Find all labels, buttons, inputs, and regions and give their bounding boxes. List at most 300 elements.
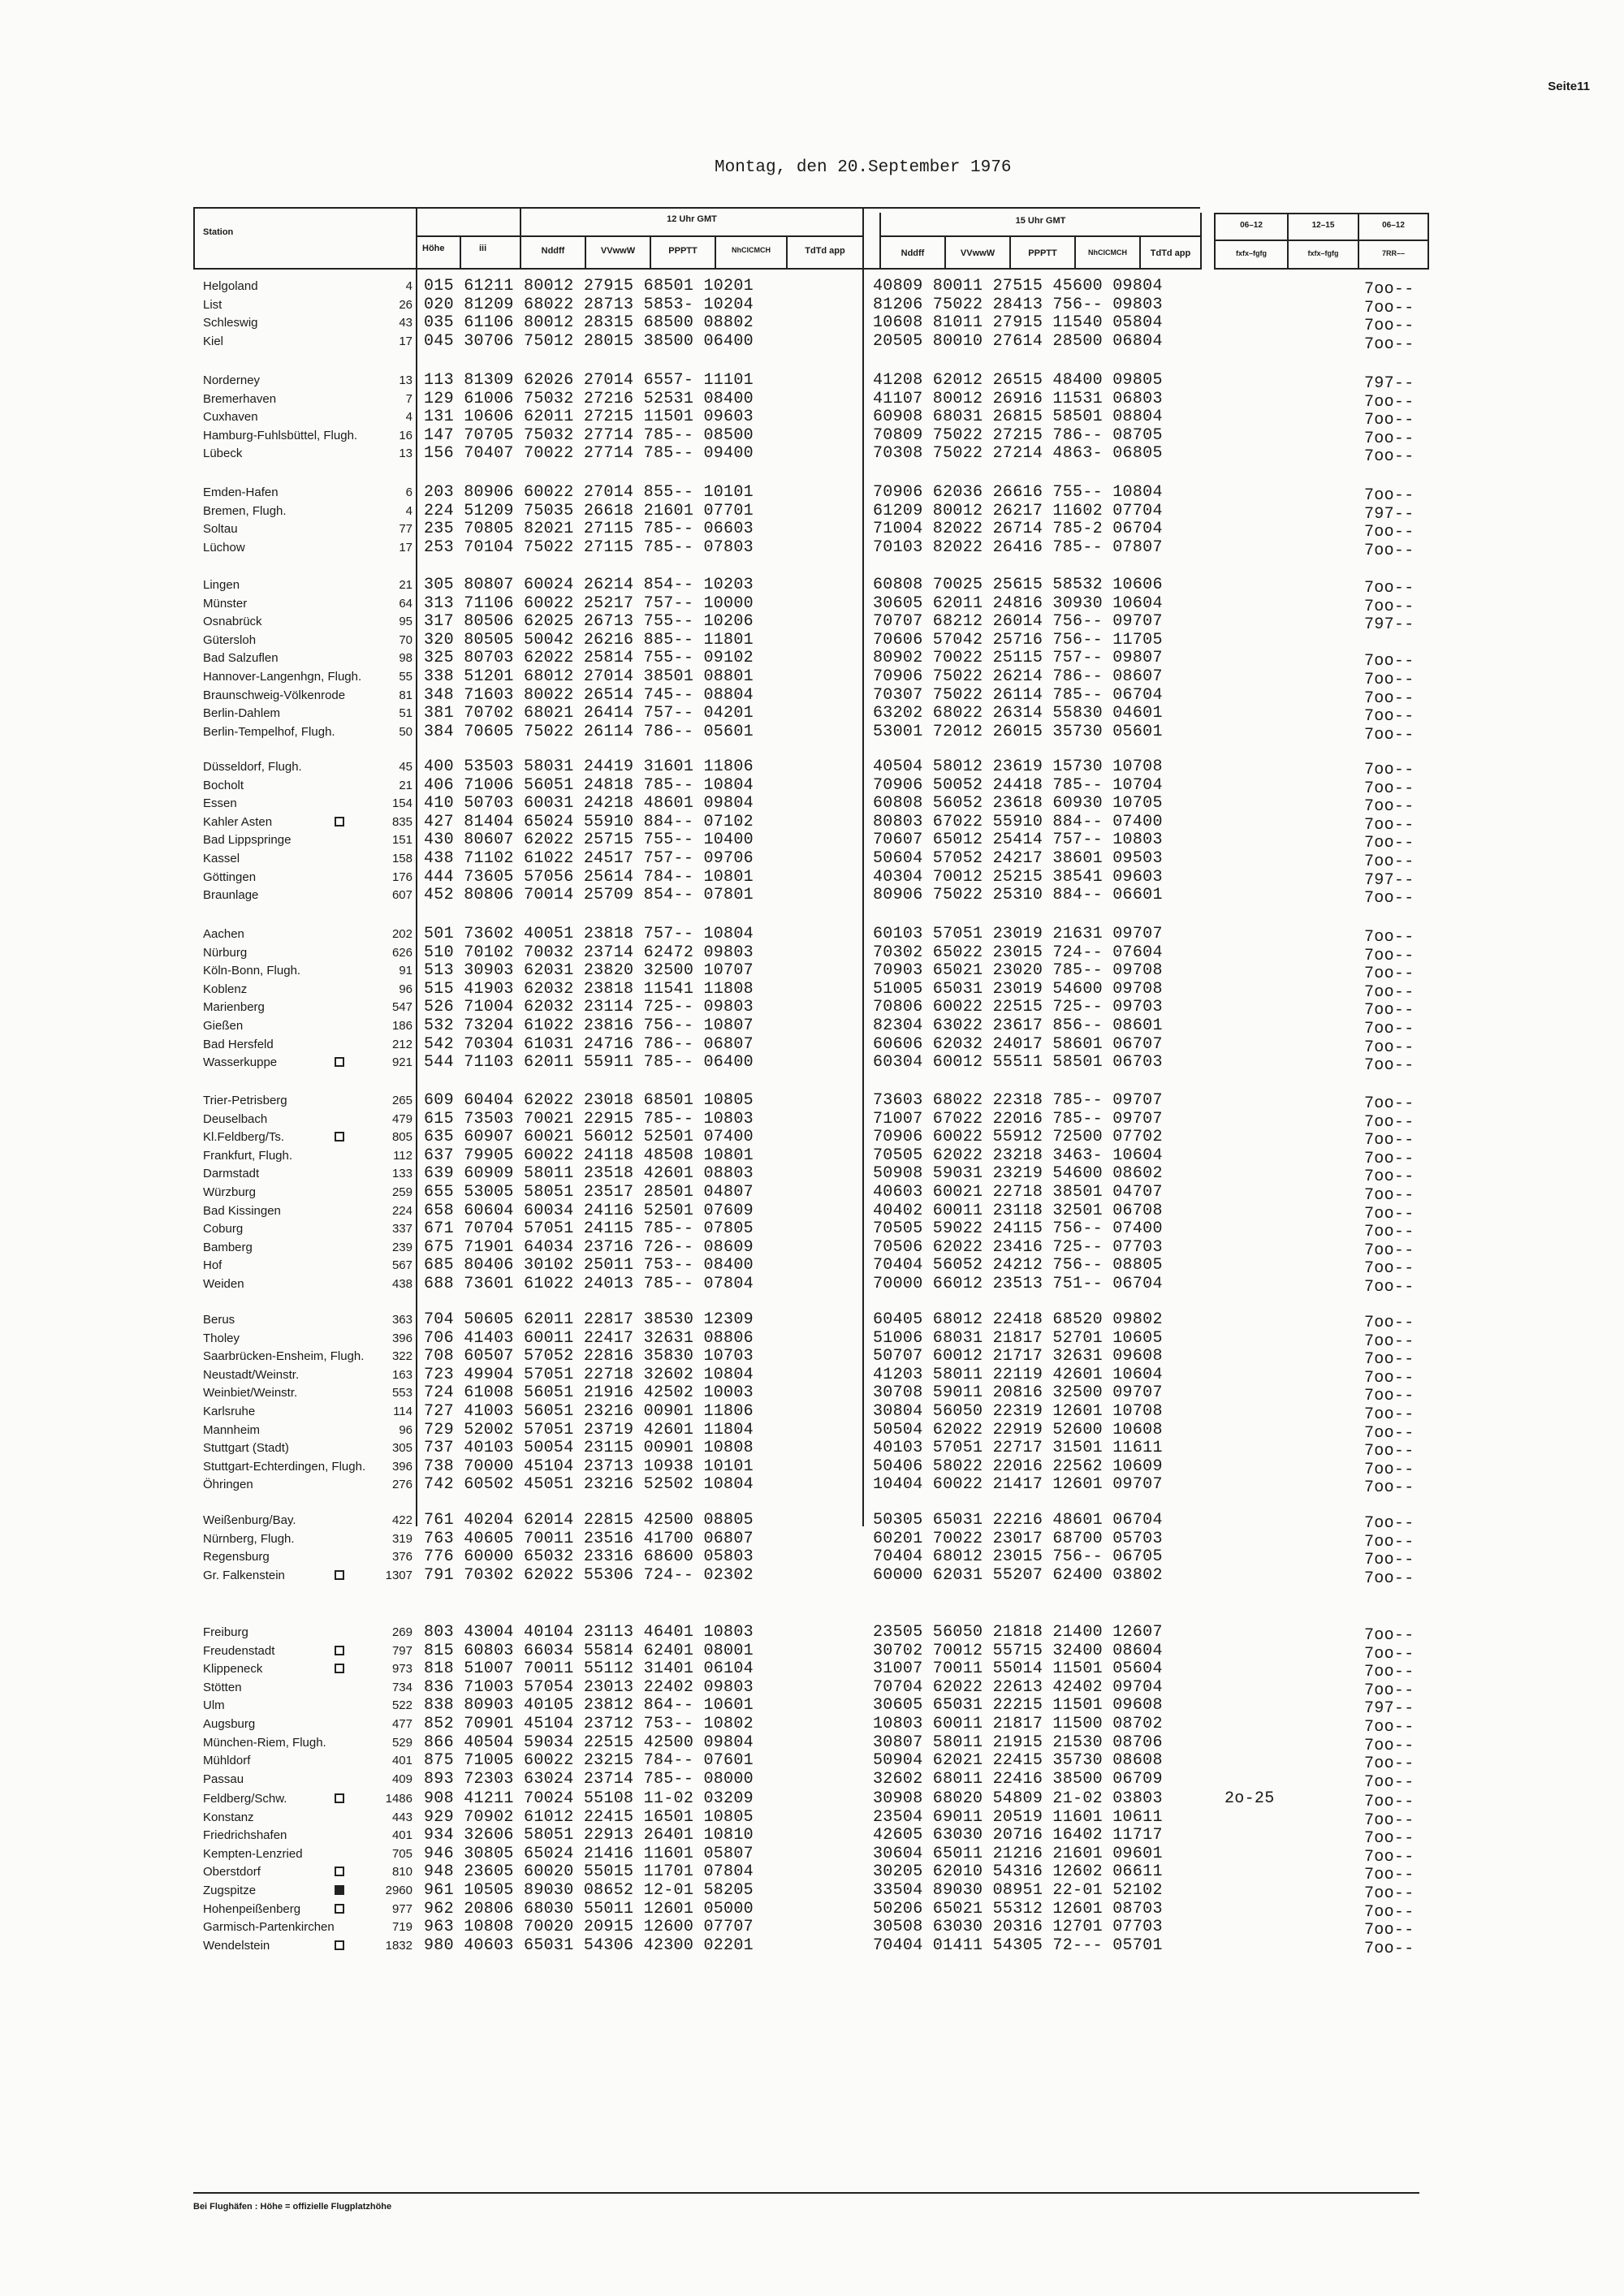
station-name: Kempten-Lenzried bbox=[203, 1847, 303, 1861]
obs-15-utc: 70302 65022 23015 724-- 07604 bbox=[873, 943, 1163, 962]
station-height: 81 bbox=[399, 688, 412, 702]
obs-15-utc: 40603 60021 22718 38501 04707 bbox=[873, 1183, 1163, 1202]
station-height: 409 bbox=[391, 1772, 412, 1786]
precip-code: 7oo-- bbox=[1364, 280, 1415, 299]
obs-12-utc: 609 60404 62022 23018 68501 10805 bbox=[424, 1091, 754, 1110]
obs-15-utc: 30604 65011 21216 21601 09601 bbox=[873, 1845, 1163, 1863]
station-name: Passau bbox=[203, 1772, 244, 1786]
station-name: Garmisch-Partenkirchen bbox=[203, 1920, 335, 1934]
obs-12-utc: 838 80903 40105 23812 864-- 10601 bbox=[424, 1696, 754, 1715]
obs-15-utc: 70707 68212 26014 756-- 09707 bbox=[873, 612, 1163, 631]
station-name: Bremen, Flugh. bbox=[203, 504, 287, 518]
station-height: 151 bbox=[391, 833, 412, 847]
station-name: Saarbrücken-Ensheim, Flugh. bbox=[203, 1349, 365, 1363]
station-height: 51 bbox=[399, 706, 412, 720]
station-name: Aachen bbox=[203, 927, 244, 941]
precip-code: 7oo-- bbox=[1364, 1940, 1415, 1958]
precip-code: 7oo-- bbox=[1364, 393, 1415, 412]
obs-12-utc: 129 61006 75032 27216 52531 08400 bbox=[424, 390, 754, 408]
obs-15-utc: 70903 65021 23020 785-- 09708 bbox=[873, 961, 1163, 980]
period-mid bbox=[1214, 240, 1429, 241]
station-name: Feldberg/Schw. bbox=[203, 1792, 287, 1806]
station-name: Bamberg bbox=[203, 1241, 253, 1254]
station-name: Frankfurt, Flugh. bbox=[203, 1149, 293, 1163]
station-height: 26 bbox=[399, 298, 412, 312]
station-name: Nürnberg, Flugh. bbox=[203, 1532, 295, 1546]
precip-code: 7oo-- bbox=[1364, 761, 1415, 779]
station-height: 1832 bbox=[385, 1939, 412, 1953]
obs-12-utc: 671 70704 57051 24115 785-- 07805 bbox=[424, 1219, 754, 1238]
header-12-vvwww: VVwwW bbox=[600, 246, 636, 256]
precip-code: 7oo-- bbox=[1364, 947, 1415, 965]
station-height: 547 bbox=[391, 1000, 412, 1014]
precip-code: 7oo-- bbox=[1364, 523, 1415, 542]
station-name: Hamburg-Fuhlsbüttel, Flugh. bbox=[203, 429, 358, 442]
precip-code: 7oo-- bbox=[1364, 797, 1415, 816]
obs-12-utc: 410 50703 60031 24218 48601 09804 bbox=[424, 794, 754, 813]
station-name: Kahler Asten bbox=[203, 815, 273, 829]
obs-15-utc: 63202 68022 26314 55830 04601 bbox=[873, 704, 1163, 723]
obs-15-utc: 60405 68012 22418 68520 09802 bbox=[873, 1310, 1163, 1329]
station-height: 13 bbox=[399, 447, 412, 460]
obs-12-utc: 430 80607 62022 25715 755-- 10400 bbox=[424, 831, 754, 849]
period-sub-3: 7RR–– bbox=[1381, 249, 1405, 257]
obs-12-utc: 723 49904 57051 22718 32602 10804 bbox=[424, 1366, 754, 1384]
obs-12-utc: 729 52002 57051 23719 42601 11804 bbox=[424, 1421, 754, 1439]
precip-code: 7oo-- bbox=[1364, 889, 1415, 908]
open-square-icon bbox=[335, 1570, 344, 1580]
precip-code: 7oo-- bbox=[1364, 1424, 1415, 1443]
obs-12-utc: 761 40204 62014 22815 42500 08805 bbox=[424, 1511, 754, 1530]
station-name: Essen bbox=[203, 796, 237, 810]
station-height: 163 bbox=[391, 1368, 412, 1382]
station-height: 973 bbox=[391, 1662, 412, 1676]
open-square-icon bbox=[335, 1057, 344, 1067]
station-name: Würzburg bbox=[203, 1185, 257, 1199]
station-name: Emden-Hafen bbox=[203, 486, 279, 499]
station-name: Öhringen bbox=[203, 1478, 253, 1491]
precip-code: 7oo-- bbox=[1364, 1903, 1415, 1922]
station-name: Konstanz bbox=[203, 1810, 254, 1824]
station-height: 45 bbox=[399, 760, 412, 774]
station-name: Zugspitze bbox=[203, 1884, 257, 1897]
station-name: Bad Hersfeld bbox=[203, 1038, 274, 1051]
obs-12-utc: 980 40603 65031 54306 42300 02201 bbox=[424, 1936, 754, 1955]
station-height: 567 bbox=[391, 1258, 412, 1272]
precip-code: 7oo-- bbox=[1364, 1094, 1415, 1113]
precip-code: 7oo-- bbox=[1364, 1314, 1415, 1332]
precip-code: 7oo-- bbox=[1364, 317, 1415, 335]
obs-12-utc: 852 70901 45104 23712 753-- 10802 bbox=[424, 1715, 754, 1733]
precip-code: 7oo-- bbox=[1364, 1884, 1415, 1903]
station-name: Bad Kissingen bbox=[203, 1204, 281, 1218]
obs-12-utc: 685 80406 30102 25011 753-- 08400 bbox=[424, 1256, 754, 1275]
header-15-tdtd: TdTd app bbox=[1150, 248, 1191, 258]
precip-code: 7oo-- bbox=[1364, 1350, 1415, 1369]
obs-12-utc: 235 70805 82021 27115 785-- 06603 bbox=[424, 520, 754, 538]
station-name: Kiel bbox=[203, 334, 224, 348]
precip-code: 7oo-- bbox=[1364, 1533, 1415, 1552]
obs-12-utc: 934 32606 58051 22913 26401 10810 bbox=[424, 1826, 754, 1845]
precip-code: 7oo-- bbox=[1364, 1829, 1415, 1848]
obs-12-utc: 427 81404 65024 55910 884-- 07102 bbox=[424, 813, 754, 831]
precip-code: 7oo-- bbox=[1364, 928, 1415, 947]
period-div-3 bbox=[1427, 213, 1429, 270]
obs-12-utc: 615 73503 70021 22915 785-- 10803 bbox=[424, 1110, 754, 1129]
header-mid-left bbox=[416, 235, 521, 237]
station-name: Soltau bbox=[203, 522, 238, 536]
station-name: Norderney bbox=[203, 373, 261, 387]
precip-code: 7oo-- bbox=[1364, 726, 1415, 744]
obs-12-utc: 637 79905 60022 24118 48508 10801 bbox=[424, 1146, 754, 1165]
open-square-icon bbox=[335, 1940, 344, 1950]
obs-12-utc: 635 60907 60021 56012 52501 07400 bbox=[424, 1128, 754, 1146]
station-name: Braunlage bbox=[203, 888, 259, 902]
obs-15-utc: 41208 62012 26515 48400 09805 bbox=[873, 371, 1163, 390]
open-square-icon bbox=[335, 1904, 344, 1914]
open-square-icon bbox=[335, 1793, 344, 1803]
station-height: 805 bbox=[391, 1130, 412, 1144]
station-name: Oberstdorf bbox=[203, 1865, 261, 1879]
obs-15-utc: 40504 58012 23619 15730 10708 bbox=[873, 757, 1163, 776]
station-height: 6 bbox=[405, 486, 412, 499]
obs-12-utc: 658 60604 60034 24116 52501 07609 bbox=[424, 1202, 754, 1220]
obs-12-utc: 381 70702 68021 26414 757-- 04201 bbox=[424, 704, 754, 723]
station-name: Helgoland bbox=[203, 279, 258, 293]
obs-15-utc: 23504 69011 20519 11601 10611 bbox=[873, 1808, 1163, 1827]
precip-code: 7oo-- bbox=[1364, 965, 1415, 983]
obs-15-utc: 60304 60012 55511 58501 06703 bbox=[873, 1053, 1163, 1072]
station-name: Hof bbox=[203, 1258, 222, 1272]
obs-15-utc: 51006 68031 21817 52701 10605 bbox=[873, 1329, 1163, 1348]
obs-15-utc: 70506 62022 23416 725-- 07703 bbox=[873, 1238, 1163, 1257]
obs-15-utc: 70607 65012 25414 757-- 10803 bbox=[873, 831, 1163, 849]
header-12-tdtd: TdTd app bbox=[805, 246, 845, 256]
precip-code: 7oo-- bbox=[1364, 1038, 1415, 1057]
precip-code: 7oo-- bbox=[1364, 1718, 1415, 1737]
obs-12-utc: 708 60507 57052 22816 35830 10703 bbox=[424, 1347, 754, 1366]
station-height: 259 bbox=[391, 1185, 412, 1199]
obs-15-utc: 50604 57052 24217 38601 09503 bbox=[873, 849, 1163, 868]
filled-square-icon bbox=[335, 1885, 344, 1895]
station-height: 810 bbox=[391, 1865, 412, 1879]
obs-12-utc: 532 73204 61022 23816 756-- 10807 bbox=[424, 1016, 754, 1035]
precip-code: 7oo-- bbox=[1364, 1866, 1415, 1884]
obs-12-utc: 384 70605 75022 26114 786-- 05601 bbox=[424, 723, 754, 741]
precip-code: 7oo-- bbox=[1364, 671, 1415, 689]
obs-15-utc: 70404 56052 24212 756-- 08805 bbox=[873, 1256, 1163, 1275]
obs-15-utc: 30605 62011 24816 30930 10604 bbox=[873, 594, 1163, 613]
station-name: Gießen bbox=[203, 1019, 244, 1033]
obs-15-utc: 70704 62022 22613 42402 09704 bbox=[873, 1678, 1163, 1697]
obs-15-utc: 42605 63030 20716 16402 11717 bbox=[873, 1826, 1163, 1845]
precip-code: 7oo-- bbox=[1364, 1811, 1415, 1830]
header-mid-12 bbox=[520, 235, 864, 237]
obs-12-utc: 946 30805 65024 21416 11601 05807 bbox=[424, 1845, 754, 1863]
obs-12-utc: 704 50605 62011 22817 38530 12309 bbox=[424, 1310, 754, 1329]
bottom-rule bbox=[193, 2192, 1419, 2194]
station-height: 202 bbox=[391, 927, 412, 941]
station-height: 96 bbox=[399, 982, 412, 996]
precip-code: 797-- bbox=[1364, 374, 1415, 393]
precip-code: 7oo-- bbox=[1364, 816, 1415, 835]
station-height: 401 bbox=[391, 1754, 412, 1767]
station-height: 921 bbox=[391, 1055, 412, 1069]
obs-12-utc: 791 70302 62022 55306 724-- 02302 bbox=[424, 1566, 754, 1585]
page-number: Seite11 bbox=[1548, 80, 1590, 93]
obs-15-utc: 31007 70011 55014 11501 05604 bbox=[873, 1659, 1163, 1678]
obs-15-utc: 40809 80011 27515 45600 09804 bbox=[873, 277, 1163, 296]
period-06-12-rr: 06–12 bbox=[1382, 221, 1405, 230]
obs-15-utc: 20505 80010 27614 28500 06804 bbox=[873, 332, 1163, 351]
obs-15-utc: 70404 68012 23015 756-- 06705 bbox=[873, 1547, 1163, 1566]
station-height: 376 bbox=[391, 1550, 412, 1564]
precip-code: 7oo-- bbox=[1364, 1514, 1415, 1533]
precip-code: 7oo-- bbox=[1364, 1186, 1415, 1205]
obs-12-utc: 655 53005 58051 23517 28501 04807 bbox=[424, 1183, 754, 1202]
station-height: 269 bbox=[391, 1625, 412, 1639]
station-name: Ulm bbox=[203, 1698, 225, 1712]
date-heading: Montag, den 20.September 1976 bbox=[715, 158, 1012, 177]
station-height: 1486 bbox=[385, 1792, 412, 1806]
obs-12-utc: 113 81309 62026 27014 6557- 11101 bbox=[424, 371, 754, 390]
obs-15-utc: 70906 75022 26214 786-- 08607 bbox=[873, 667, 1163, 686]
precip-code: 7oo-- bbox=[1364, 1569, 1415, 1588]
station-name: Göttingen bbox=[203, 870, 257, 884]
station-height: 479 bbox=[391, 1112, 412, 1126]
obs-12-utc: 444 73605 57056 25614 784-- 10801 bbox=[424, 868, 754, 887]
precip-code: 7oo-- bbox=[1364, 1793, 1415, 1811]
obs-12-utc: 338 51201 68012 27014 38501 08801 bbox=[424, 667, 754, 686]
obs-15-utc: 50908 59031 23219 54600 08602 bbox=[873, 1164, 1163, 1183]
header-border-bottom bbox=[193, 268, 1200, 270]
station-height: 443 bbox=[391, 1810, 412, 1824]
precip-code: 7oo-- bbox=[1364, 1020, 1415, 1038]
header-15-ppptt: PPPTT bbox=[1028, 248, 1057, 258]
obs-15-utc: 10803 60011 21817 11500 08702 bbox=[873, 1715, 1163, 1733]
station-name: Stötten bbox=[203, 1681, 242, 1694]
obs-12-utc: 724 61008 56051 21916 42502 10003 bbox=[424, 1383, 754, 1402]
header-border-top bbox=[193, 207, 1200, 209]
station-name: Berus bbox=[203, 1313, 235, 1327]
station-height: 158 bbox=[391, 852, 412, 865]
obs-15-utc: 70806 60022 22515 725-- 09703 bbox=[873, 998, 1163, 1016]
precip-code: 7oo-- bbox=[1364, 1150, 1415, 1168]
station-height: 797 bbox=[391, 1644, 412, 1658]
precip-code: 797-- bbox=[1364, 615, 1415, 634]
station-height: 4 bbox=[405, 504, 412, 518]
station-height: 21 bbox=[399, 578, 412, 592]
open-square-icon bbox=[335, 1664, 344, 1673]
station-height: 7 bbox=[405, 392, 412, 406]
period-sub-1: fxfx–fgfg bbox=[1236, 249, 1267, 257]
obs-12-utc: 305 80807 60024 26214 854-- 10203 bbox=[424, 576, 754, 594]
obs-12-utc: 320 80505 50042 26216 885-- 11801 bbox=[424, 631, 754, 650]
station-height: 705 bbox=[391, 1847, 412, 1861]
header-12-nhcl: NhClCMCH bbox=[732, 246, 771, 254]
precip-code: 7oo-- bbox=[1364, 1241, 1415, 1260]
obs-12-utc: 325 80703 62022 25814 755-- 09102 bbox=[424, 649, 754, 667]
station-height: 16 bbox=[399, 429, 412, 442]
body-line-12 bbox=[862, 270, 864, 1526]
obs-12-utc: 908 41211 70024 55108 11-02 03209 bbox=[424, 1789, 754, 1808]
obs-15-utc: 23505 56050 21818 21400 12607 bbox=[873, 1623, 1163, 1642]
header-station: Station bbox=[203, 227, 234, 237]
obs-12-utc: 510 70102 70032 23714 62472 09803 bbox=[424, 943, 754, 962]
precip-code: 7oo-- bbox=[1364, 852, 1415, 871]
station-height: 607 bbox=[391, 888, 412, 902]
station-height: 13 bbox=[399, 373, 412, 387]
obs-12-utc: 020 81209 68022 28713 5853- 10204 bbox=[424, 296, 754, 314]
obs-12-utc: 776 60000 65032 23316 68600 05803 bbox=[424, 1547, 754, 1566]
obs-15-utc: 70505 59022 24115 756-- 07400 bbox=[873, 1219, 1163, 1238]
obs-15-utc: 32602 68011 22416 38500 06709 bbox=[873, 1770, 1163, 1789]
header-15-vvwww: VVwwW bbox=[960, 248, 996, 258]
obs-15-utc: 70906 62036 26616 755-- 10804 bbox=[873, 483, 1163, 502]
obs-12-utc: 706 41403 60011 22417 32631 08806 bbox=[424, 1329, 754, 1348]
obs-15-utc: 60908 68031 26815 58501 08804 bbox=[873, 408, 1163, 426]
obs-15-utc: 30807 58011 21915 21530 08706 bbox=[873, 1733, 1163, 1752]
obs-12-utc: 742 60502 45051 23216 52502 10804 bbox=[424, 1475, 754, 1494]
obs-15-utc: 40402 60011 23118 32501 06708 bbox=[873, 1202, 1163, 1220]
period-top bbox=[1214, 213, 1429, 214]
station-height: 96 bbox=[399, 1423, 412, 1437]
precip-code: 7oo-- bbox=[1364, 1167, 1415, 1186]
station-height: 319 bbox=[391, 1532, 412, 1546]
station-name: Lübeck bbox=[203, 447, 243, 460]
precip-code: 7oo-- bbox=[1364, 542, 1415, 560]
obs-12-utc: 501 73602 40051 23818 757-- 10804 bbox=[424, 925, 754, 943]
obs-15-utc: 30205 62010 54316 12602 06611 bbox=[873, 1862, 1163, 1881]
period-sub-2: fxfx–fgfg bbox=[1307, 249, 1339, 257]
obs-15-utc: 50305 65031 22216 48601 06704 bbox=[873, 1511, 1163, 1530]
station-name: München-Riem, Flugh. bbox=[203, 1736, 326, 1750]
obs-12-utc: 406 71006 56051 24818 785-- 10804 bbox=[424, 776, 754, 795]
obs-15-utc: 10608 81011 27915 11540 05804 bbox=[873, 313, 1163, 332]
obs-15-utc: 50707 60012 21717 32631 09608 bbox=[873, 1347, 1163, 1366]
station-name: Trier-Petrisberg bbox=[203, 1094, 287, 1107]
station-height: 239 bbox=[391, 1241, 412, 1254]
station-name: Deuselbach bbox=[203, 1112, 268, 1126]
precip-code: 7oo-- bbox=[1364, 1626, 1415, 1645]
station-height: 77 bbox=[399, 522, 412, 536]
obs-12-utc: 045 30706 75012 28015 38500 06400 bbox=[424, 332, 754, 351]
obs-12-utc: 224 51209 75035 26618 21601 07701 bbox=[424, 502, 754, 520]
precip-code: 7oo-- bbox=[1364, 411, 1415, 429]
precip-code: 7oo-- bbox=[1364, 579, 1415, 598]
station-name: Weißenburg/Bay. bbox=[203, 1513, 296, 1527]
station-name: Gr. Falkenstein bbox=[203, 1569, 285, 1582]
station-height: 276 bbox=[391, 1478, 412, 1491]
open-square-icon bbox=[335, 1646, 344, 1655]
station-name: List bbox=[203, 298, 222, 312]
station-name: Kassel bbox=[203, 852, 240, 865]
obs-12-utc: 317 80506 62025 26713 755-- 10206 bbox=[424, 612, 754, 631]
precip-code: 7oo-- bbox=[1364, 1405, 1415, 1424]
station-name: Coburg bbox=[203, 1222, 244, 1236]
precip-code: 7oo-- bbox=[1364, 1332, 1415, 1351]
station-name: Koblenz bbox=[203, 982, 248, 996]
precip-code: 7oo-- bbox=[1364, 447, 1415, 466]
obs-12-utc: 763 40605 70011 23516 41700 06807 bbox=[424, 1530, 754, 1548]
obs-12-utc: 815 60803 66034 55814 62401 08001 bbox=[424, 1642, 754, 1660]
station-height: 186 bbox=[391, 1019, 412, 1033]
station-name: Neustadt/Weinstr. bbox=[203, 1368, 300, 1382]
obs-15-utc: 70809 75022 27215 786-- 08705 bbox=[873, 426, 1163, 445]
precip-code: 7oo-- bbox=[1364, 1737, 1415, 1755]
obs-12-utc: 542 70304 61031 24716 786-- 06807 bbox=[424, 1035, 754, 1054]
obs-15-utc: 80902 70022 25115 757-- 09807 bbox=[873, 649, 1163, 667]
station-name: Gütersloh bbox=[203, 633, 257, 647]
obs-12-utc: 961 10505 89030 08652 12-01 58205 bbox=[424, 1881, 754, 1900]
obs-15-utc: 50206 65021 55312 12601 08703 bbox=[873, 1900, 1163, 1918]
station-height: 529 bbox=[391, 1736, 412, 1750]
obs-12-utc: 727 41003 56051 23216 00901 11806 bbox=[424, 1402, 754, 1421]
obs-15-utc: 80906 75022 25310 884-- 06601 bbox=[873, 886, 1163, 904]
header-hoehe: Höhe bbox=[422, 244, 445, 253]
obs-15-utc: 80803 67022 55910 884-- 07400 bbox=[873, 813, 1163, 831]
station-name: Darmstadt bbox=[203, 1167, 260, 1180]
station-height: 401 bbox=[391, 1828, 412, 1842]
precip-code: 7oo-- bbox=[1364, 1478, 1415, 1497]
station-name: Bad Salzuflen bbox=[203, 651, 279, 665]
obs-12-utc: 803 43004 40104 23113 46401 10803 bbox=[424, 1623, 754, 1642]
station-name: Weiden bbox=[203, 1277, 244, 1291]
station-name: Mühldorf bbox=[203, 1754, 251, 1767]
obs-15-utc: 70307 75022 26114 785-- 06704 bbox=[873, 686, 1163, 705]
station-name: Cuxhaven bbox=[203, 410, 258, 424]
station-name: Mannheim bbox=[203, 1423, 261, 1437]
station-height: 114 bbox=[393, 1405, 412, 1418]
station-name: Stuttgart-Echterdingen, Flugh. bbox=[203, 1460, 366, 1474]
precip-code: 7oo-- bbox=[1364, 1259, 1415, 1278]
station-height: 4 bbox=[405, 410, 412, 424]
obs-12-utc: 515 41903 62032 23818 11541 11808 bbox=[424, 980, 754, 999]
station-height: 1307 bbox=[385, 1569, 412, 1582]
header-15-uhr: 15 Uhr GMT bbox=[1015, 216, 1066, 226]
station-name: Bremerhaven bbox=[203, 392, 277, 406]
station-height: 91 bbox=[399, 964, 412, 978]
precip-code: 7oo-- bbox=[1364, 1681, 1415, 1700]
open-square-icon bbox=[335, 1132, 344, 1142]
obs-15-utc: 73603 68022 22318 785-- 09707 bbox=[873, 1091, 1163, 1110]
station-name: Friedrichshafen bbox=[203, 1828, 287, 1842]
header-12-uhr: 12 Uhr GMT bbox=[667, 214, 717, 224]
obs-12-utc: 147 70705 75032 27714 785-- 08500 bbox=[424, 426, 754, 445]
station-height: 17 bbox=[399, 541, 412, 555]
station-name: Lingen bbox=[203, 578, 240, 592]
obs-15-utc: 41107 80012 26916 11531 06803 bbox=[873, 390, 1163, 408]
header-15-nhcl: NhClCMCH bbox=[1088, 248, 1127, 257]
obs-15-utc: 71004 82022 26714 785-2 06704 bbox=[873, 520, 1163, 538]
precip-code: 7oo-- bbox=[1364, 1205, 1415, 1224]
precip-code: 7oo-- bbox=[1364, 1461, 1415, 1479]
obs-15-utc: 40304 70012 25215 38541 09603 bbox=[873, 868, 1163, 887]
obs-12-utc: 015 61211 80012 27915 68501 10201 bbox=[424, 277, 754, 296]
obs-15-utc: 70103 82022 26416 785-- 07807 bbox=[873, 538, 1163, 557]
obs-12-utc: 544 71103 62011 55911 785-- 06400 bbox=[424, 1053, 754, 1072]
precip-code: 7oo-- bbox=[1364, 1645, 1415, 1664]
precip-code: 7oo-- bbox=[1364, 1278, 1415, 1297]
header-15-nddff: Nddff bbox=[901, 248, 925, 258]
obs-15-utc: 30702 70012 55715 32400 08604 bbox=[873, 1642, 1163, 1660]
station-height: 224 bbox=[391, 1204, 412, 1218]
obs-15-utc: 70606 57042 25716 756-- 11705 bbox=[873, 631, 1163, 650]
precip-code: 7oo-- bbox=[1364, 652, 1415, 671]
station-name: Hohenpeißenberg bbox=[203, 1902, 301, 1916]
precip-code: 7oo-- bbox=[1364, 1113, 1415, 1132]
obs-12-utc: 253 70104 75022 27115 785-- 07803 bbox=[424, 538, 754, 557]
